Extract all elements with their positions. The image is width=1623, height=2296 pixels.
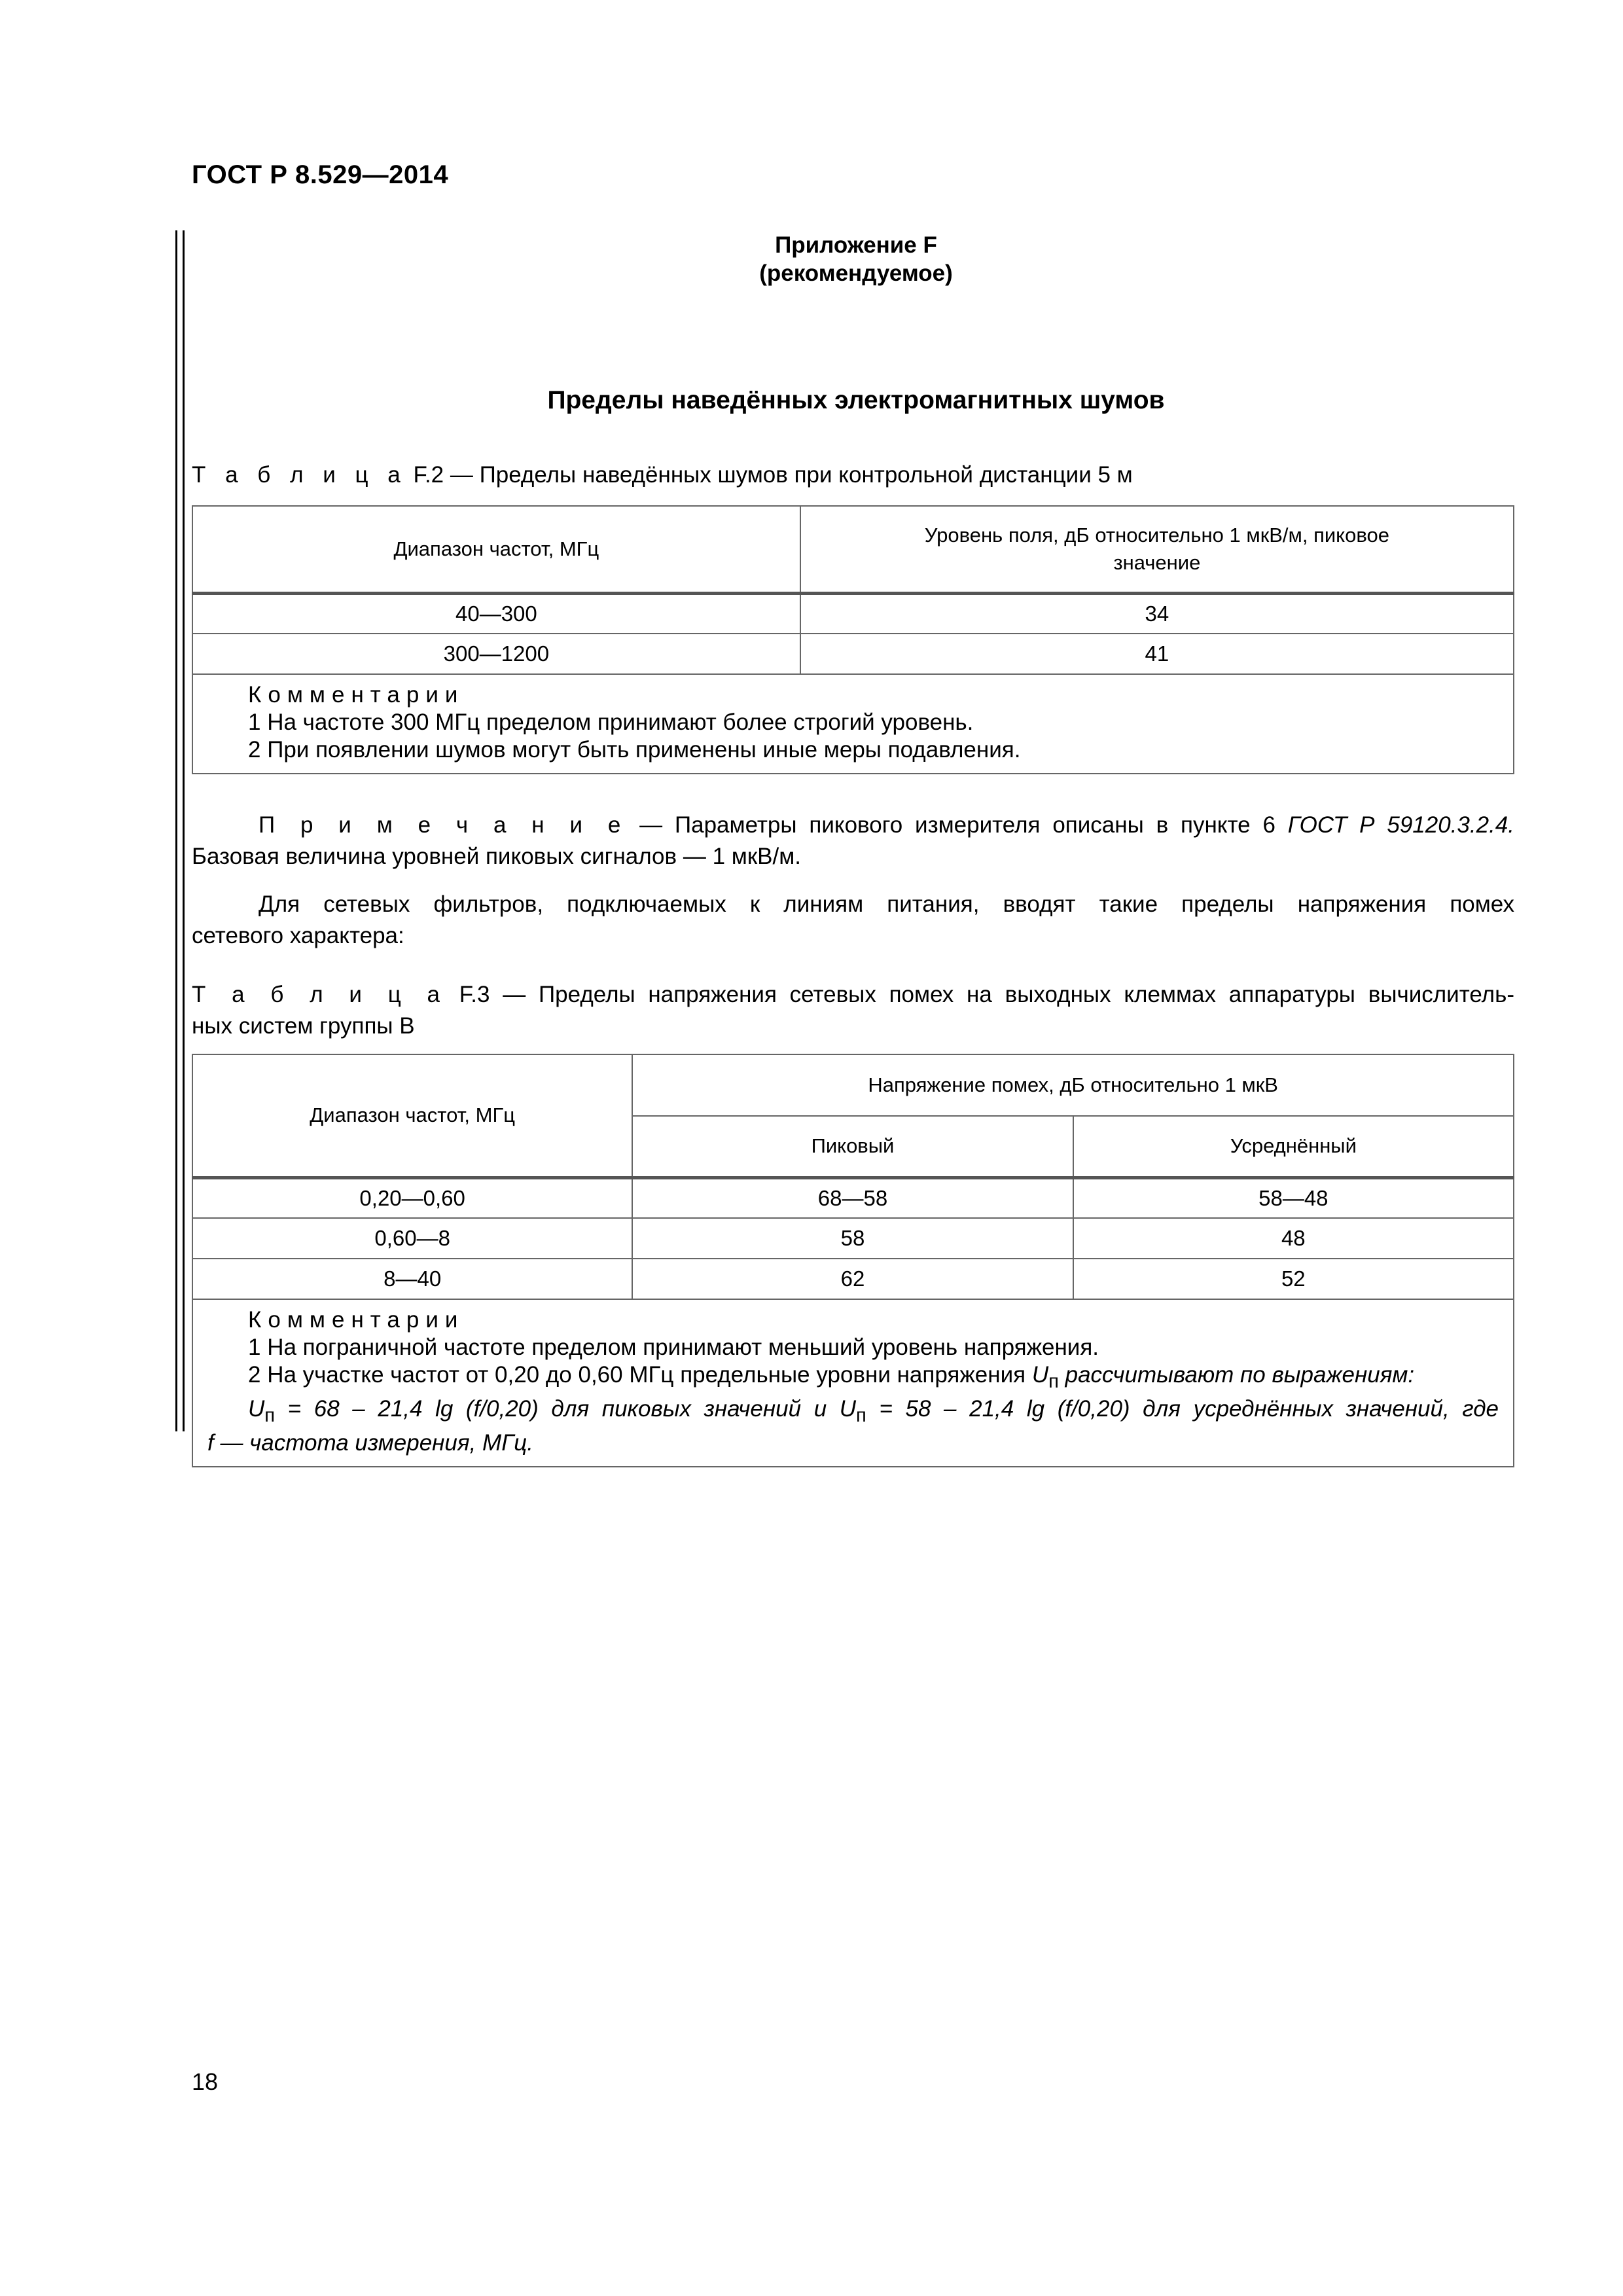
- formula-symbol-u2-sub: п: [856, 1405, 866, 1426]
- table2-note-1: 1 На пограничной частоте пределом принимают меньший уровень напряжения.: [248, 1335, 1099, 1360]
- table2-header-average: Усреднённый: [1073, 1116, 1514, 1177]
- table-row: [192, 1259, 1514, 1299]
- margin-line-outer: [175, 230, 177, 1431]
- note-paragraph-line1: [192, 810, 1514, 841]
- table2-cell-band: 0,20—0,60: [192, 1177, 632, 1218]
- formula-symbol-u1: U: [248, 1396, 265, 1422]
- table2-header-quasi-peak: Пиковый: [632, 1116, 1073, 1177]
- table2-caption-line1: [192, 979, 1514, 1011]
- page-number: 18: [192, 2068, 219, 2095]
- table1-header-field-line1: Уровень поля, дБ относительно 1 мкВ/м, пиковое: [924, 523, 1389, 547]
- table2-caption-line2: ных систем группы В: [192, 1013, 415, 1039]
- table2-formula-line2: [207, 1429, 1499, 1457]
- table2-header-level: Напряжение помех, дБ относительно 1 мкВ: [632, 1054, 1514, 1116]
- table2-cell-band: 0,60—8: [192, 1218, 632, 1259]
- table1-cell-band: 300—1200: [192, 634, 800, 674]
- body-paragraph: [192, 889, 1514, 952]
- formula-symbol-u1-sub: п: [264, 1405, 276, 1426]
- table-row: [192, 634, 1514, 674]
- note-paragraph: [192, 810, 1514, 872]
- table2-cell-average: 58—48: [1073, 1177, 1514, 1218]
- table2-header-band: Диапазон частот, МГц: [192, 1054, 632, 1177]
- table1-caption-text: F.2 — Пределы наведённых шумов при контрольной дистанции 5 м: [406, 462, 1133, 488]
- table2-caption-text: F.3 — Пределы напряжения сетевых помех на выходных клеммах аппаратуры вычислитель-: [446, 982, 1514, 1007]
- table1-note-1: 1 На частоте 300 МГц пределом принимают более строгий уровень.: [248, 709, 974, 735]
- table1-notes: [192, 674, 1514, 774]
- formula-avg: = 58 – 21,4 lg (f/0,20) для усреднённых значений, где: [866, 1396, 1499, 1422]
- table1-header-band: Диапазон частот, МГц: [192, 506, 800, 593]
- table1-header-field-line2: значение: [1113, 550, 1201, 574]
- table2-note-2-tail: рассчитывают по выражениям:: [1058, 1362, 1415, 1388]
- standard-id: ГОСТ Р 8.529—2014: [192, 160, 449, 189]
- appendix-type: (рекомендуемое): [759, 260, 953, 286]
- appendix-title: Приложение F: [775, 232, 937, 258]
- note-label: П р и м е ч а н и е: [259, 812, 628, 838]
- formula-definition: f — частота измерения, МГц.: [207, 1430, 533, 1456]
- table1-caption: [192, 460, 1514, 490]
- table2-cell-average: 48: [1073, 1218, 1514, 1259]
- table2-formula-line1: [207, 1395, 1499, 1429]
- margin-line-inner: [183, 230, 185, 1431]
- table1-caption-label: Т а б л и ц а: [192, 462, 407, 488]
- table2-notes-title: Комментарии: [248, 1307, 465, 1333]
- table1-cell-band: 40—300: [192, 593, 800, 634]
- table2-cell-quasi-peak: 58: [632, 1218, 1073, 1259]
- body-paragraph-line2: сетевого характера:: [192, 923, 404, 948]
- table2-caption-label: Т а б л и ц а: [192, 982, 447, 1007]
- table2: [192, 1054, 1514, 1467]
- symbol-u: U: [1031, 1362, 1049, 1388]
- table2-cell-average: 52: [1073, 1259, 1514, 1299]
- table2-notes: [192, 1299, 1514, 1467]
- table1-notes-title: Комментарии: [248, 682, 465, 708]
- table1-note-2: 2 При появлении шумов могут быть применены иные меры подавления.: [248, 737, 1021, 762]
- body-paragraph-line1: Для сетевых фильтров, подключаемых к линиям питания, вводят такие пределы напряжения помех: [259, 891, 1514, 917]
- formula-symbol-u2: U: [839, 1396, 857, 1422]
- note-text: — Параметры пикового измерителя описаны в пункте 6: [627, 812, 1288, 838]
- table2-note-2-text: 2 На участке частот от 0,20 до 0,60 МГц предельные уровни напряжения: [248, 1362, 1032, 1388]
- table2-cell-quasi-peak: 68—58: [632, 1177, 1073, 1218]
- table-row: [192, 593, 1514, 634]
- table2-cell-quasi-peak: 62: [632, 1259, 1073, 1299]
- table2-caption: [192, 979, 1514, 1042]
- note-paragraph-line2: Базовая величина уровней пиковых сигналов — 1 мкВ/м.: [192, 844, 801, 869]
- table2-cell-band: 8—40: [192, 1259, 632, 1299]
- note-reference: ГОСТ Р 59120.3.2.4.: [1287, 812, 1514, 838]
- formula-qp: = 68 – 21,4 lg (f/0,20) для пиковых значений и: [275, 1396, 840, 1422]
- table-row: [192, 1177, 1514, 1218]
- table1: [192, 505, 1514, 774]
- table1-cell-value: 41: [800, 634, 1514, 674]
- symbol-u-sub: п: [1048, 1371, 1059, 1392]
- table-row: [192, 1218, 1514, 1259]
- table2-note-2: [207, 1361, 1499, 1395]
- section-title: Пределы наведённых электромагнитных шумов: [547, 386, 1165, 414]
- table1-cell-value: 34: [800, 593, 1514, 634]
- table1-header-field: [800, 506, 1514, 593]
